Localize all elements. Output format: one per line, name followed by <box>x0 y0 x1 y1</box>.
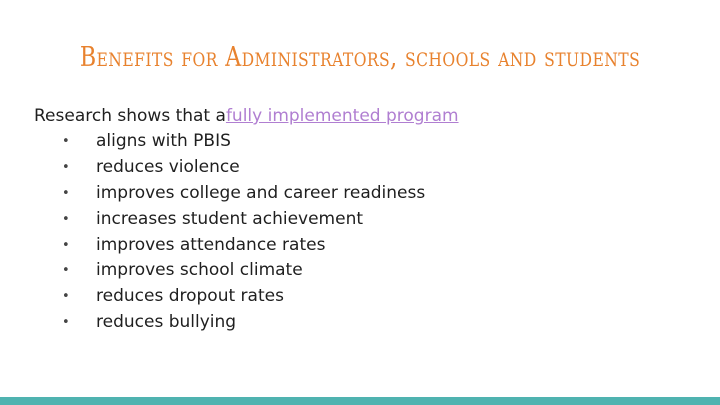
intro-prefix: Research shows that a <box>34 106 226 126</box>
bullet-icon: • <box>62 237 70 253</box>
bullet-icon: • <box>62 185 70 201</box>
list-item <box>62 129 425 155</box>
list-item <box>62 207 425 233</box>
list-item <box>62 258 425 284</box>
benefits-list <box>62 129 425 336</box>
list-item <box>62 233 425 259</box>
list-item-text: improves attendance rates <box>96 234 326 255</box>
fully-implemented-program-link[interactable]: fully implemented program <box>225 106 459 126</box>
footer-accent-bar <box>0 397 720 405</box>
list-item-text: increases student achievement <box>96 208 364 229</box>
bullet-icon: • <box>62 263 70 279</box>
list-item-text: improves school climate <box>96 260 303 281</box>
list-item-text: improves college and career readiness <box>96 182 426 203</box>
list-item-text: reduces violence <box>96 156 240 177</box>
list-item <box>62 155 425 181</box>
list-item <box>62 310 425 336</box>
list-item-text: reduces dropout rates <box>96 286 284 307</box>
list-item <box>62 284 425 310</box>
bullet-icon: • <box>62 315 70 331</box>
list-item-text: aligns with PBIS <box>96 131 231 151</box>
bullet-icon: • <box>62 159 70 175</box>
intro-text <box>34 106 459 126</box>
bullet-icon: • <box>62 134 70 149</box>
list-item-text: reduces bullying <box>96 312 237 333</box>
slide-title: Benefits for Administrators, schools and students <box>79 42 641 73</box>
bullet-icon: • <box>62 211 70 227</box>
bullet-icon: • <box>62 289 70 305</box>
list-item <box>62 181 425 207</box>
